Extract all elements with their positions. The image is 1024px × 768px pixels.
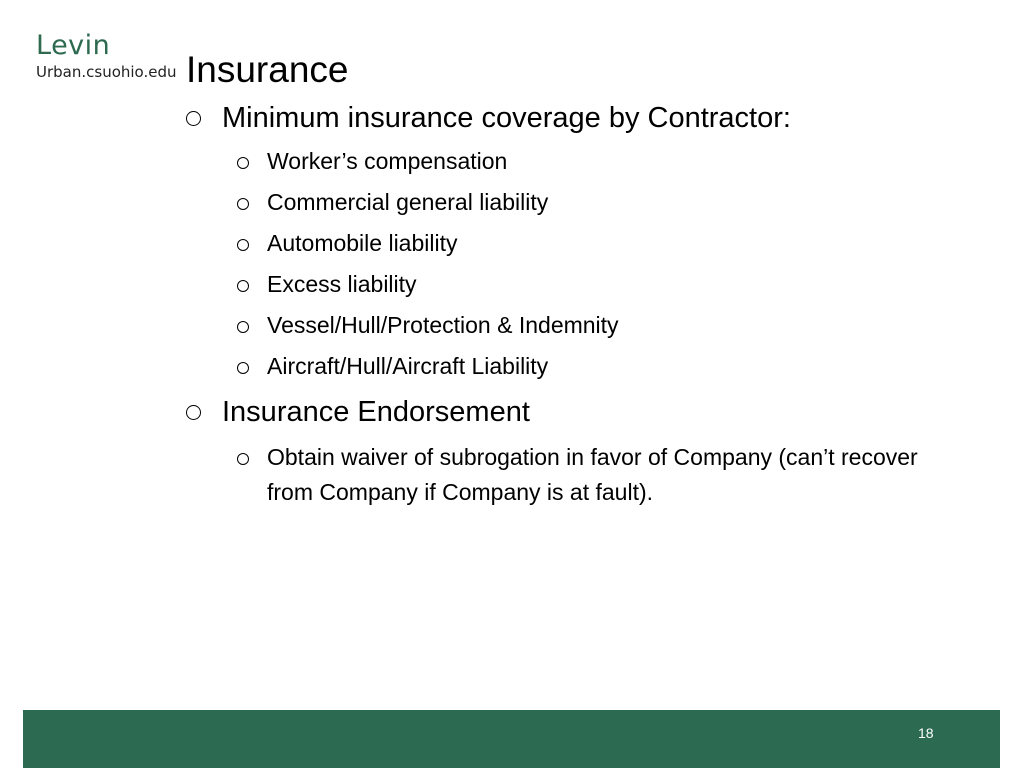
sub-bullet-aircraft-hull: [237, 349, 947, 384]
sub-bullet-text: Vessel/Hull/Protection & Indemnity: [267, 312, 619, 338]
hollow-circle-bullet-icon: [237, 362, 249, 374]
sub-bullet-text: Obtain waiver of subrogation in favor of Company (can’t recover from Company if Company is at fault).: [267, 444, 918, 505]
hollow-circle-bullet-icon: [237, 321, 249, 333]
bullet-text: Insurance Endorsement: [222, 396, 530, 428]
hollow-circle-bullet-icon: [186, 405, 201, 420]
hollow-circle-bullet-icon: [237, 453, 249, 465]
bullet-text: Minimum insurance coverage by Contractor:: [222, 102, 791, 134]
page-number: 18: [918, 725, 934, 741]
sub-bullet-workers-compensation: [237, 144, 947, 179]
hollow-circle-bullet-icon: [237, 198, 249, 210]
hollow-circle-bullet-icon: [237, 280, 249, 292]
sub-bullet-excess-liability: [237, 267, 947, 302]
footer-bar: [23, 710, 1000, 768]
sub-bullet-commercial-general-liability: [237, 185, 947, 220]
sub-bullet-text: Worker’s compensation: [267, 148, 508, 174]
sub-bullet-automobile-liability: [237, 226, 947, 261]
hollow-circle-bullet-icon: [237, 157, 249, 169]
hollow-circle-bullet-icon: [186, 111, 201, 126]
levin-logo: [36, 31, 177, 81]
sub-bullet-text: Excess liability: [267, 271, 417, 297]
logo-url: Urban.csuohio.edu: [36, 63, 177, 81]
sub-bullet-text: Automobile liability: [267, 230, 458, 256]
sub-bullet-vessel-hull: [237, 308, 947, 343]
bullet-minimum-coverage: [186, 101, 791, 135]
hollow-circle-bullet-icon: [237, 239, 249, 251]
logo-name: Levin: [36, 30, 111, 61]
bullet-insurance-endorsement: [186, 395, 530, 429]
sub-bullet-waiver-of-subrogation: [237, 440, 947, 510]
sub-bullet-text: Commercial general liability: [267, 189, 549, 215]
slide-title: Insurance: [186, 49, 349, 90]
sub-bullet-text: Aircraft/Hull/Aircraft Liability: [267, 353, 549, 379]
